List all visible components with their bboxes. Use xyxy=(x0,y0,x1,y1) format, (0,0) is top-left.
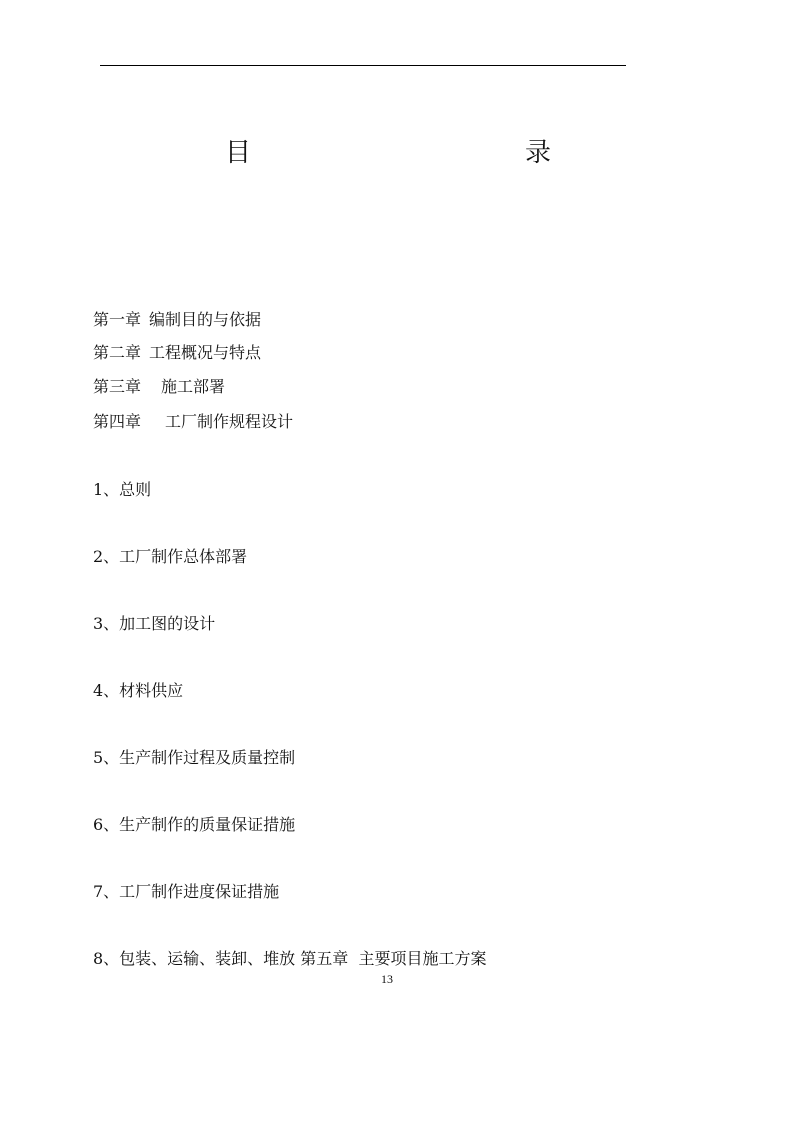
toc-chapter-4 xyxy=(93,411,293,433)
chapter-title: 施工部署 xyxy=(161,377,226,396)
toc-section-7: 7、工厂制作进度保证措施 xyxy=(93,882,280,901)
chapter-number: 第一章 xyxy=(93,310,142,329)
toc-chapter-1 xyxy=(93,309,261,331)
toc-section-6: 6、生产制作的质量保证措施 xyxy=(93,815,296,834)
chapter-title: 编制目的与依据 xyxy=(149,310,262,329)
chapter-number: 第三章 xyxy=(93,377,142,396)
chapter-number: 第四章 xyxy=(93,412,142,431)
toc-section-5: 5、生产制作过程及质量控制 xyxy=(93,748,296,767)
toc-section-8: 8、包装、运输、装卸、堆放 第五章 主要项目施工方案 xyxy=(93,949,487,968)
toc-title-right: 录 xyxy=(525,138,552,168)
toc-chapter-3 xyxy=(93,376,225,398)
toc-chapter-2 xyxy=(93,342,261,364)
toc-section-4: 4、材料供应 xyxy=(93,681,184,700)
chapter-number: 第二章 xyxy=(93,343,142,362)
chapter-title: 工程概况与特点 xyxy=(149,343,262,362)
toc-section-3: 3、加工图的设计 xyxy=(93,614,216,633)
toc-section-2: 2、工厂制作总体部署 xyxy=(93,547,248,566)
header-rule xyxy=(100,65,626,66)
page-number: 13 xyxy=(381,972,393,986)
chapter-title: 工厂制作规程设计 xyxy=(165,412,294,431)
toc-section-1: 1、总则 xyxy=(93,480,152,499)
toc-title-left: 目 xyxy=(225,138,252,168)
